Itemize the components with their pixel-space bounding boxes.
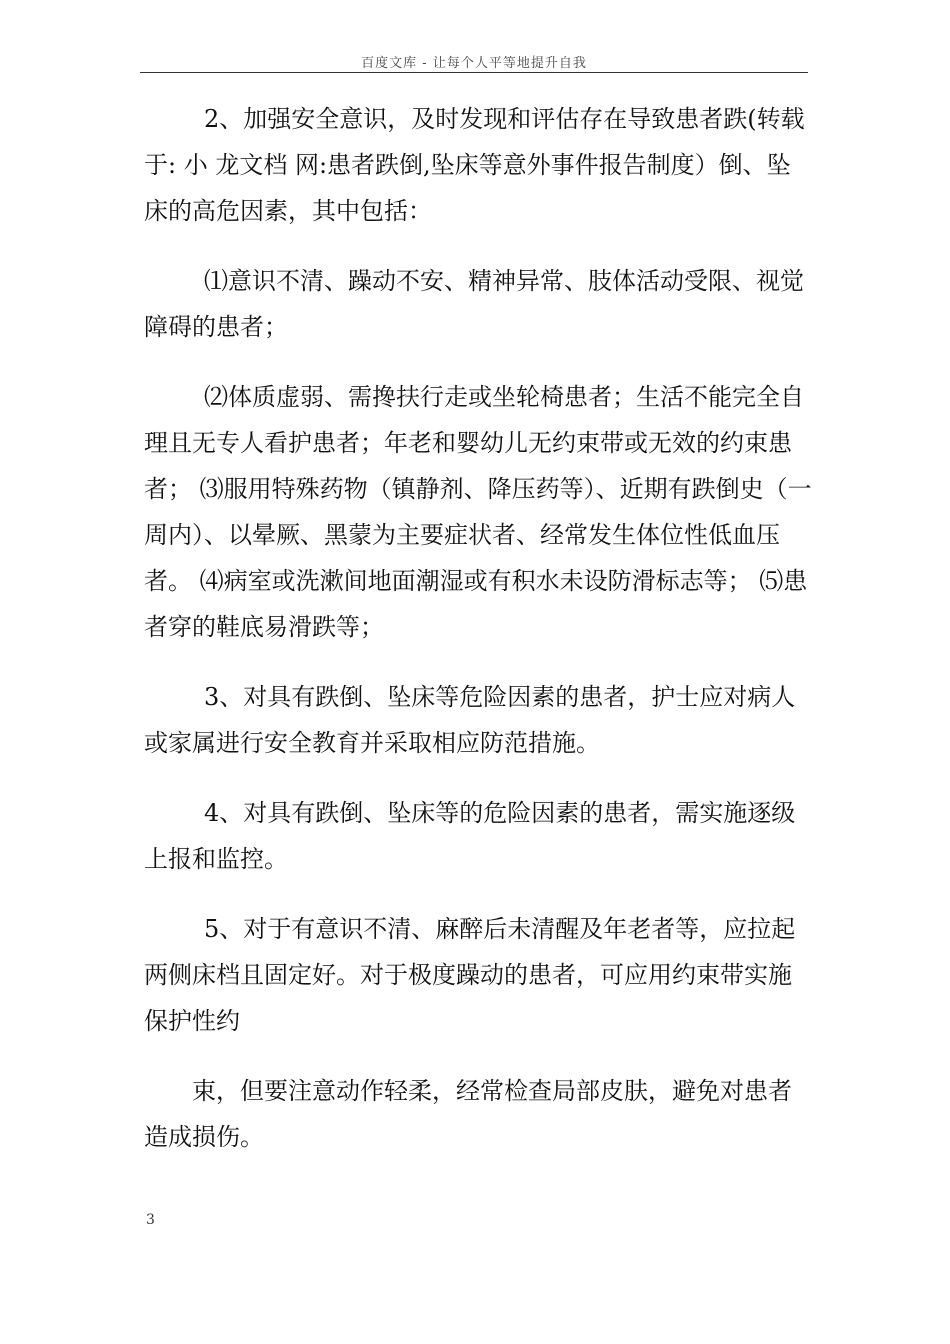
paragraph-item-3: 3、对具有跌倒、坠床等危险因素的患者，护士应对病人或家属进行安全教育并采取相应防范措施。 [144,683,796,757]
header-divider [140,72,808,73]
document-body [144,96,814,1184]
page-number: 3 [146,1212,155,1228]
paragraph-subitem-1: ⑴意识不清、躁动不安、精神异常、肢体活动受限、视觉障碍的患者； [144,267,804,341]
paragraph-subitems-2-5: ⑵体质虚弱、需搀扶行走或坐轮椅患者；生活不能完全自理且无专人看护患者；年老和婴幼儿无约束带或无效的约束患者； ⑶服用特殊药物（镇静剂、降压药等）、近期有跌倒史（一周内）、以晕厥、黑蒙为主要症状者、经常发生体位性低血压者。 ⑷病室或洗漱间地面潮湿或有积水未设防滑标志等； ⑸患者穿的鞋底易滑跌等； [144,383,812,641]
paragraph-item-2: 2、加强安全意识，及时发现和评估存在导致患者跌(转载于: 小 龙文档 网:患者跌倒,坠床等意外事件报告制度）倒、坠床的高危因素，其中包括： [144,105,805,225]
page-header: 百度文库 - 让每个人平等地提升自我 [361,56,587,71]
paragraph-item-4: 4、对具有跌倒、坠床等的危险因素的患者，需实施逐级上报和监控。 [144,799,796,873]
paragraph-item-5: 5、对于有意识不清、麻醉后未清醒及年老者等，应拉起两侧床档且固定好。对于极度躁动的患者，可应用约束带实施保护性约 [144,915,796,1035]
paragraph-continuation: 束，但要注意动作轻柔，经常检查局部皮肤，避免对患者造成损伤。 [144,1077,792,1151]
